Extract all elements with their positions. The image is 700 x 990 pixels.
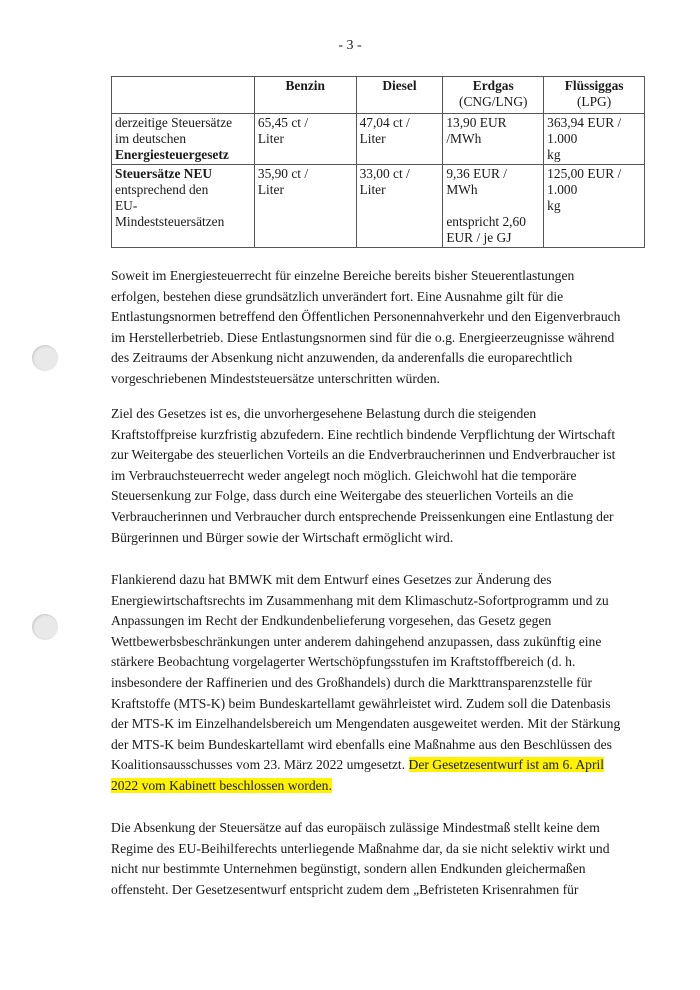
cell-erdgas-current: 13,90 EUR /MWh xyxy=(443,114,544,165)
cell-fluessiggas-new: 125,00 EUR / 1.000 kg xyxy=(544,165,645,248)
paragraph-entlastungen: Soweit im Energiesteuerrecht für einzelne Bereiche bereits bisher Steuerentlastungen erfolgen, bestehen diese grundsätzlich unverändert fort. Eine Ausnahme gilt für die Entlastungsnormen betreffend den Öffentlichen Personennahverkehr und den Eigenverbrauch im Herstellerbetrieb. Diese Entlastungsnormen sind für die o.g. Energieerzeugnisse während des Zeitraums der Absenkung nicht anzuwenden, da anderenfalls die europarechtlich vorgeschriebenen Mindeststeuersätze unterschritten würden. xyxy=(111,268,621,386)
table-row xyxy=(112,165,645,248)
table-header-empty xyxy=(112,77,255,114)
highlighted-text: 2022 vom Kabinett beschlossen worden. xyxy=(111,777,332,793)
table-header-benzin: Benzin xyxy=(254,77,356,114)
table-row xyxy=(112,114,645,165)
row-label-current: derzeitige Steuersätze im deutschen Energiesteuergesetz xyxy=(112,114,255,165)
cell-diesel-new: 33,00 ct / Liter xyxy=(356,165,443,248)
paragraph-flankierend: Flankierend dazu hat BMWK mit dem Entwurf eines Gesetzes zur Änderung des Energiewirtschaftsrechts im Zusammenhang mit dem Klimaschutz-Sofortprogramm und zu Anpassungen im Recht der Endkundenbelieferung vorgesehen, das Gesetz gegen Wettbewerbsbeschränkungen unter anderem dahingehend anzupassen, dass zukünftig eine stärkere Beobachtung vorgelagerter Wertschöpfungsstufen im Kraftstoffbereich (d. h. insbesondere der Raffinerien und des Großhandels) durch die Markttransparenzstelle für Kraftstoffe (MTS-K) beim Bundeskartellamt gewährleistet wird. Zudem soll die Datenbasis der MTS-K im Einzelhandelsbereich um Mengendaten ausgeweitet werden. Mit der Stärkung der MTS-K beim Bundeskartellamt wird ebenfalls eine Maßnahme aus den Beschlüssen des Koalitionsausschusses vom 23. März 2022 umgesetzt. Der Gesetzesentwurf ist am 6. April 2022 vom Kabinett beschlossen worden. xyxy=(111,572,621,793)
cell-benzin-current: 65,45 ct / Liter xyxy=(254,114,356,165)
row-label-new: Steuersätze NEU entsprechend den EU- Mindeststeuersätzen xyxy=(112,165,255,248)
punch-hole-bottom xyxy=(32,614,58,640)
cell-fluessiggas-current: 363,94 EUR / 1.000 kg xyxy=(544,114,645,165)
page-number: - 3 - xyxy=(338,38,362,53)
paragraph-ziel: Ziel des Gesetzes ist es, die unvorhergesehene Belastung durch die steigenden Kraftstoffpreise kurzfristig abzufedern. Eine rechtlich bindende Verpflichtung der Wirtschaft zur Weitergabe des steuerlichen Vorteils an die Endverbraucherinnen und Endverbraucher ist im Verbrauchsteuerrecht weder angelegt noch möglich. Gleichwohl hat die temporäre Steuersenkung zur Folge, dass durch eine Weitergabe des steuerlichen Vorteils an die Verbraucherinnen und Verbraucher durch entsprechende Preissenkungen eine Entlastung der Bürgerinnen und Bürger sowie der Wirtschaft ermöglicht wird. xyxy=(111,406,616,545)
highlighted-text: Der Gesetzesentwurf ist am 6. April xyxy=(408,757,605,773)
tax-rate-table xyxy=(111,76,645,248)
table-header-diesel: Diesel xyxy=(356,77,443,114)
table-header-erdgas: Erdgas (CNG/LNG) xyxy=(443,77,544,114)
paragraph-absenkung: Die Absenkung der Steuersätze auf das europäisch zulässige Mindestmaß stellt keine dem Regime des EU-Beihilferechts unterliegende Maßnahme dar, da sie nicht selektiv wirkt und nicht nur bestimmte Unternehmen begünstigt, sondern allen Endkunden gleichermaßen offensteht. Der Gesetzesentwurf entspricht zudem dem „Befristeten Krisenrahmen für xyxy=(111,820,610,897)
cell-diesel-current: 47,04 ct / Liter xyxy=(356,114,443,165)
table-header-row xyxy=(112,77,645,114)
cell-erdgas-new: 9,36 EUR / MWh entspricht 2,60 EUR / je GJ xyxy=(443,165,544,248)
cell-benzin-new: 35,90 ct / Liter xyxy=(254,165,356,248)
table-header-fluessiggas: Flüssiggas (LPG) xyxy=(544,77,645,114)
punch-hole-top xyxy=(32,345,58,371)
